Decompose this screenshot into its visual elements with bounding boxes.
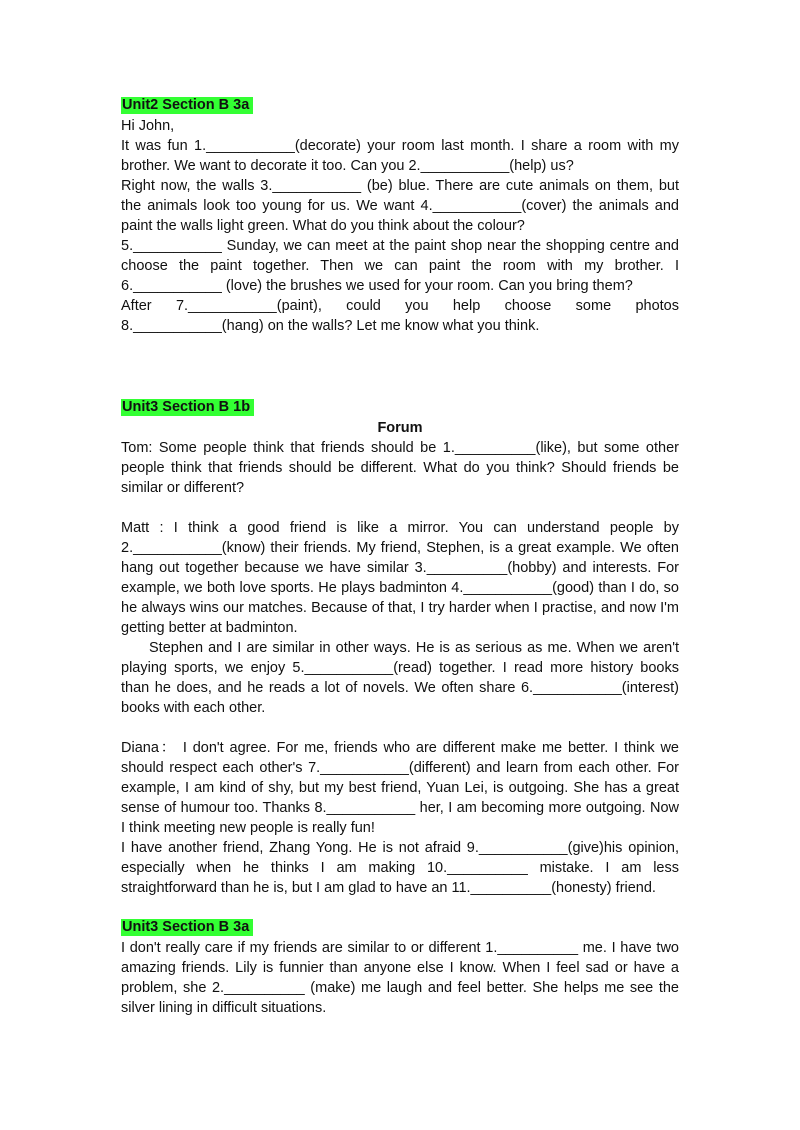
forum-post-matt: Matt : I think a good friend is like a mirror. You can understand people by 2.___________(know) their friends. My friend, Stephen, is a great example. We often hang out together because we have similar 3.__________(hobby) and interests. For example, we both love sports. He plays badminton 4.___________(good) than I do, so he always wins our matches. Because of that, I try harder when I practise, and now I'm getting better at badminton. bbox=[121, 520, 679, 636]
forum-post-diana: Diana： I don't agree. For me, friends who are different make me better. I think we should respect each other's 7.___________(different) and learn from each other. For example, I am kind of shy, but my best friend, Yuan Lei, is outgoing. She has a great sense of humour too. Thanks 8.___________ her, I am becoming more outgoing. Now I think meeting new people is really fun! bbox=[121, 740, 679, 836]
section-unit3-b3a bbox=[121, 918, 679, 1018]
forum-post-matt-cont: Stephen and I are similar in other ways. He is as serious as me. When we aren't playing sports, we enjoy 5.___________(read) together. I read more history books than he does, and he reads a lot of novels. We often share 6.___________(interest) books with each other. bbox=[121, 640, 679, 716]
section-unit3-b1b bbox=[121, 398, 679, 898]
letter-paragraph: After 7.___________(paint), could you help choose some photos 8.___________(hang) on the walls? Let me know what you think. bbox=[121, 298, 679, 334]
letter-paragraph: It was fun 1.___________(decorate) your room last month. I share a room with my brother. We want to decorate it too. Can you 2.___________(help) us? bbox=[121, 138, 679, 174]
section-unit2-b3a bbox=[121, 96, 679, 336]
forum-post-tom: Tom: Some people think that friends should be 1.__________(like), but some other people think that friends should be different. What do you think? Should friends be similar or different? bbox=[121, 440, 679, 496]
forum-post-diana-cont: I have another friend, Zhang Yong. He is not afraid 9.___________(give)his opinion, especially when he thinks I am making 10.__________ mistake. I am less straightforward than he is, but I am glad to have an 11.__________(honesty) friend. bbox=[121, 840, 679, 896]
letter-paragraph: Right now, the walls 3.___________ (be) blue. There are cute animals on them, but the animals look too young for us. We want 4.___________(cover) the animals and paint the walls light green. What do you think about the colour? bbox=[121, 178, 679, 234]
letter-greeting: Hi John, bbox=[121, 118, 175, 134]
section-heading: Unit3 Section B 3a bbox=[121, 919, 253, 936]
passage-paragraph: I don't really care if my friends are similar to or different 1.__________ me. I have two amazing friends. Lily is funnier than anyone else I know. When I feel sad or have a problem, she 2.__________ (make) me laugh and feel better. She helps me see the silver lining in difficult situations. bbox=[121, 940, 679, 1016]
forum-title: Forum bbox=[377, 420, 423, 436]
section-heading: Unit2 Section B 3a bbox=[121, 97, 253, 114]
letter-paragraph: 5.___________ Sunday, we can meet at the paint shop near the shopping centre and choose the paint together. Then we can paint the room with my brother. I 6.___________ (love) the brushes we used for your room. Can you bring them? bbox=[121, 238, 679, 294]
section-heading: Unit3 Section B 1b bbox=[121, 399, 254, 416]
